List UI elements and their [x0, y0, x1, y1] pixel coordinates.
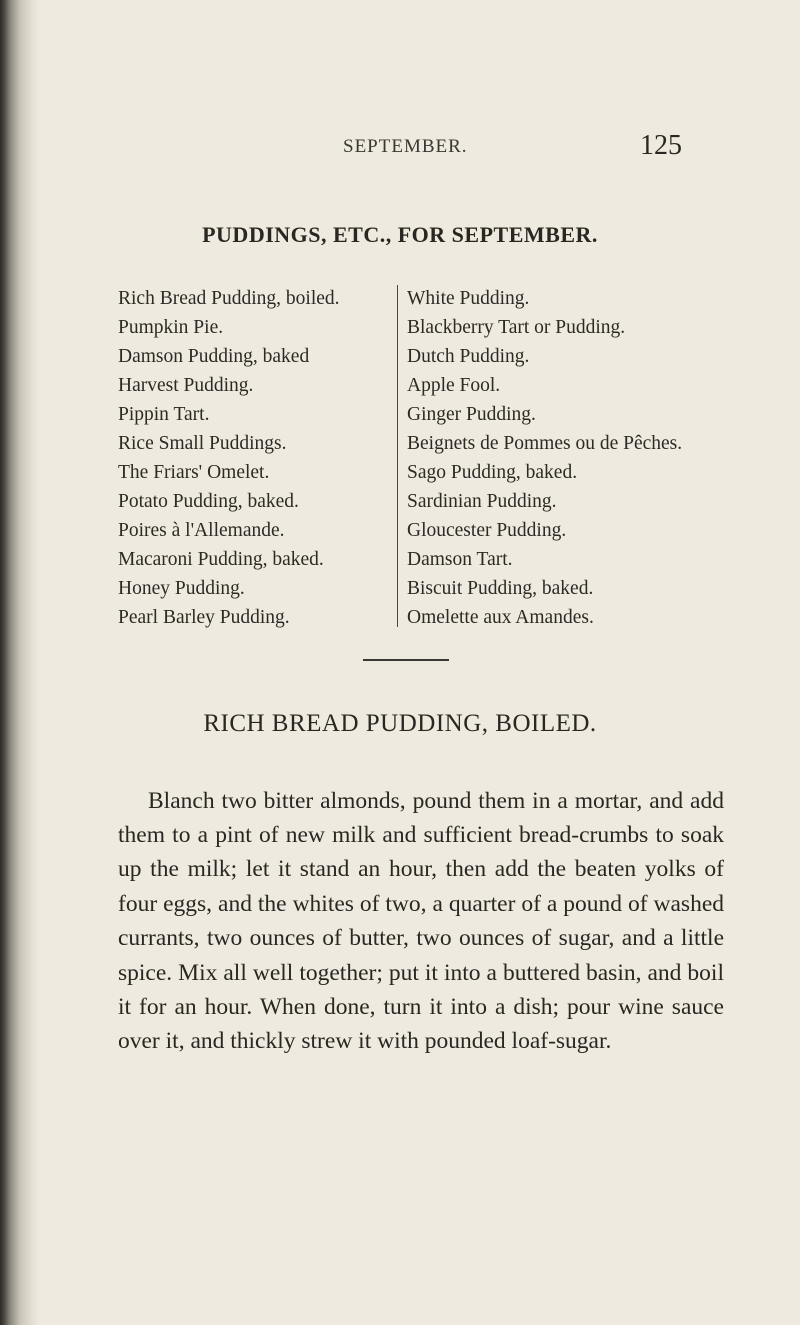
recipe-body: Blanch two bitter almonds, pound them in a mortar, and add them to a pint of new milk and sufficient bread-crumbs to soak up the milk; let it stand an hour, then add the beaten yolks of four eggs, and the whites of two, a quarter of a pound of washed currants, two ounces of butter, two ounces of sugar, and a little spice. Mix all well together; put it into a buttered basin, and boil it for an hour. When done, turn it into a dish; pour wine sauce over it, and thickly strew it with pounded loaf-sugar. [118, 787, 724, 1055]
list-item: Sago Pudding, baked. [407, 462, 578, 483]
list-item: Macaroni Pudding, baked. [118, 549, 324, 570]
list-item: Harvest Pudding. [118, 375, 254, 396]
list-item: Blackberry Tart or Pudding. [407, 317, 626, 338]
book-spine-shadow [0, 0, 40, 1325]
recipe-title: RICH BREAD PUDDING, BOILED. [203, 710, 597, 737]
list-item: The Friars' Omelet. [118, 462, 270, 483]
page-header [0, 130, 800, 170]
list-item: White Pudding. [407, 288, 530, 309]
list-item: Damson Pudding, baked [118, 346, 310, 367]
section-title: PUDDINGS, ETC., FOR SEPTEMBER. [202, 222, 598, 247]
list-item: Sardinian Pudding. [407, 491, 557, 512]
list-item: Rice Small Puddings. [118, 433, 287, 454]
pudding-list-right [407, 284, 797, 632]
list-item: Dutch Pudding. [407, 346, 530, 367]
running-head: SEPTEMBER. [343, 136, 468, 157]
list-item: Damson Tart. [407, 549, 513, 570]
list-item: Beignets de Pommes ou de Pêches. [407, 433, 683, 454]
list-item: Gloucester Pudding. [407, 520, 567, 541]
list-item: Ginger Pudding. [407, 404, 536, 425]
list-item: Rich Bread Pudding, boiled. [118, 288, 340, 309]
list-item: Honey Pudding. [118, 578, 245, 599]
list-item: Pippin Tart. [118, 404, 210, 425]
list-item: Pearl Barley Pudding. [118, 607, 290, 628]
pudding-list-left [118, 284, 398, 632]
list-item: Biscuit Pudding, baked. [407, 578, 594, 599]
list-item: Poires à l'Allemande. [118, 520, 285, 541]
list-item: Potato Pudding, baked. [118, 491, 299, 512]
page-number: 125 [640, 130, 682, 161]
list-item: Apple Fool. [407, 375, 501, 396]
section-divider-rule [363, 659, 449, 661]
column-divider [397, 285, 398, 627]
list-item: Omelette aux Amandes. [407, 607, 594, 628]
list-item: Pumpkin Pie. [118, 317, 224, 338]
